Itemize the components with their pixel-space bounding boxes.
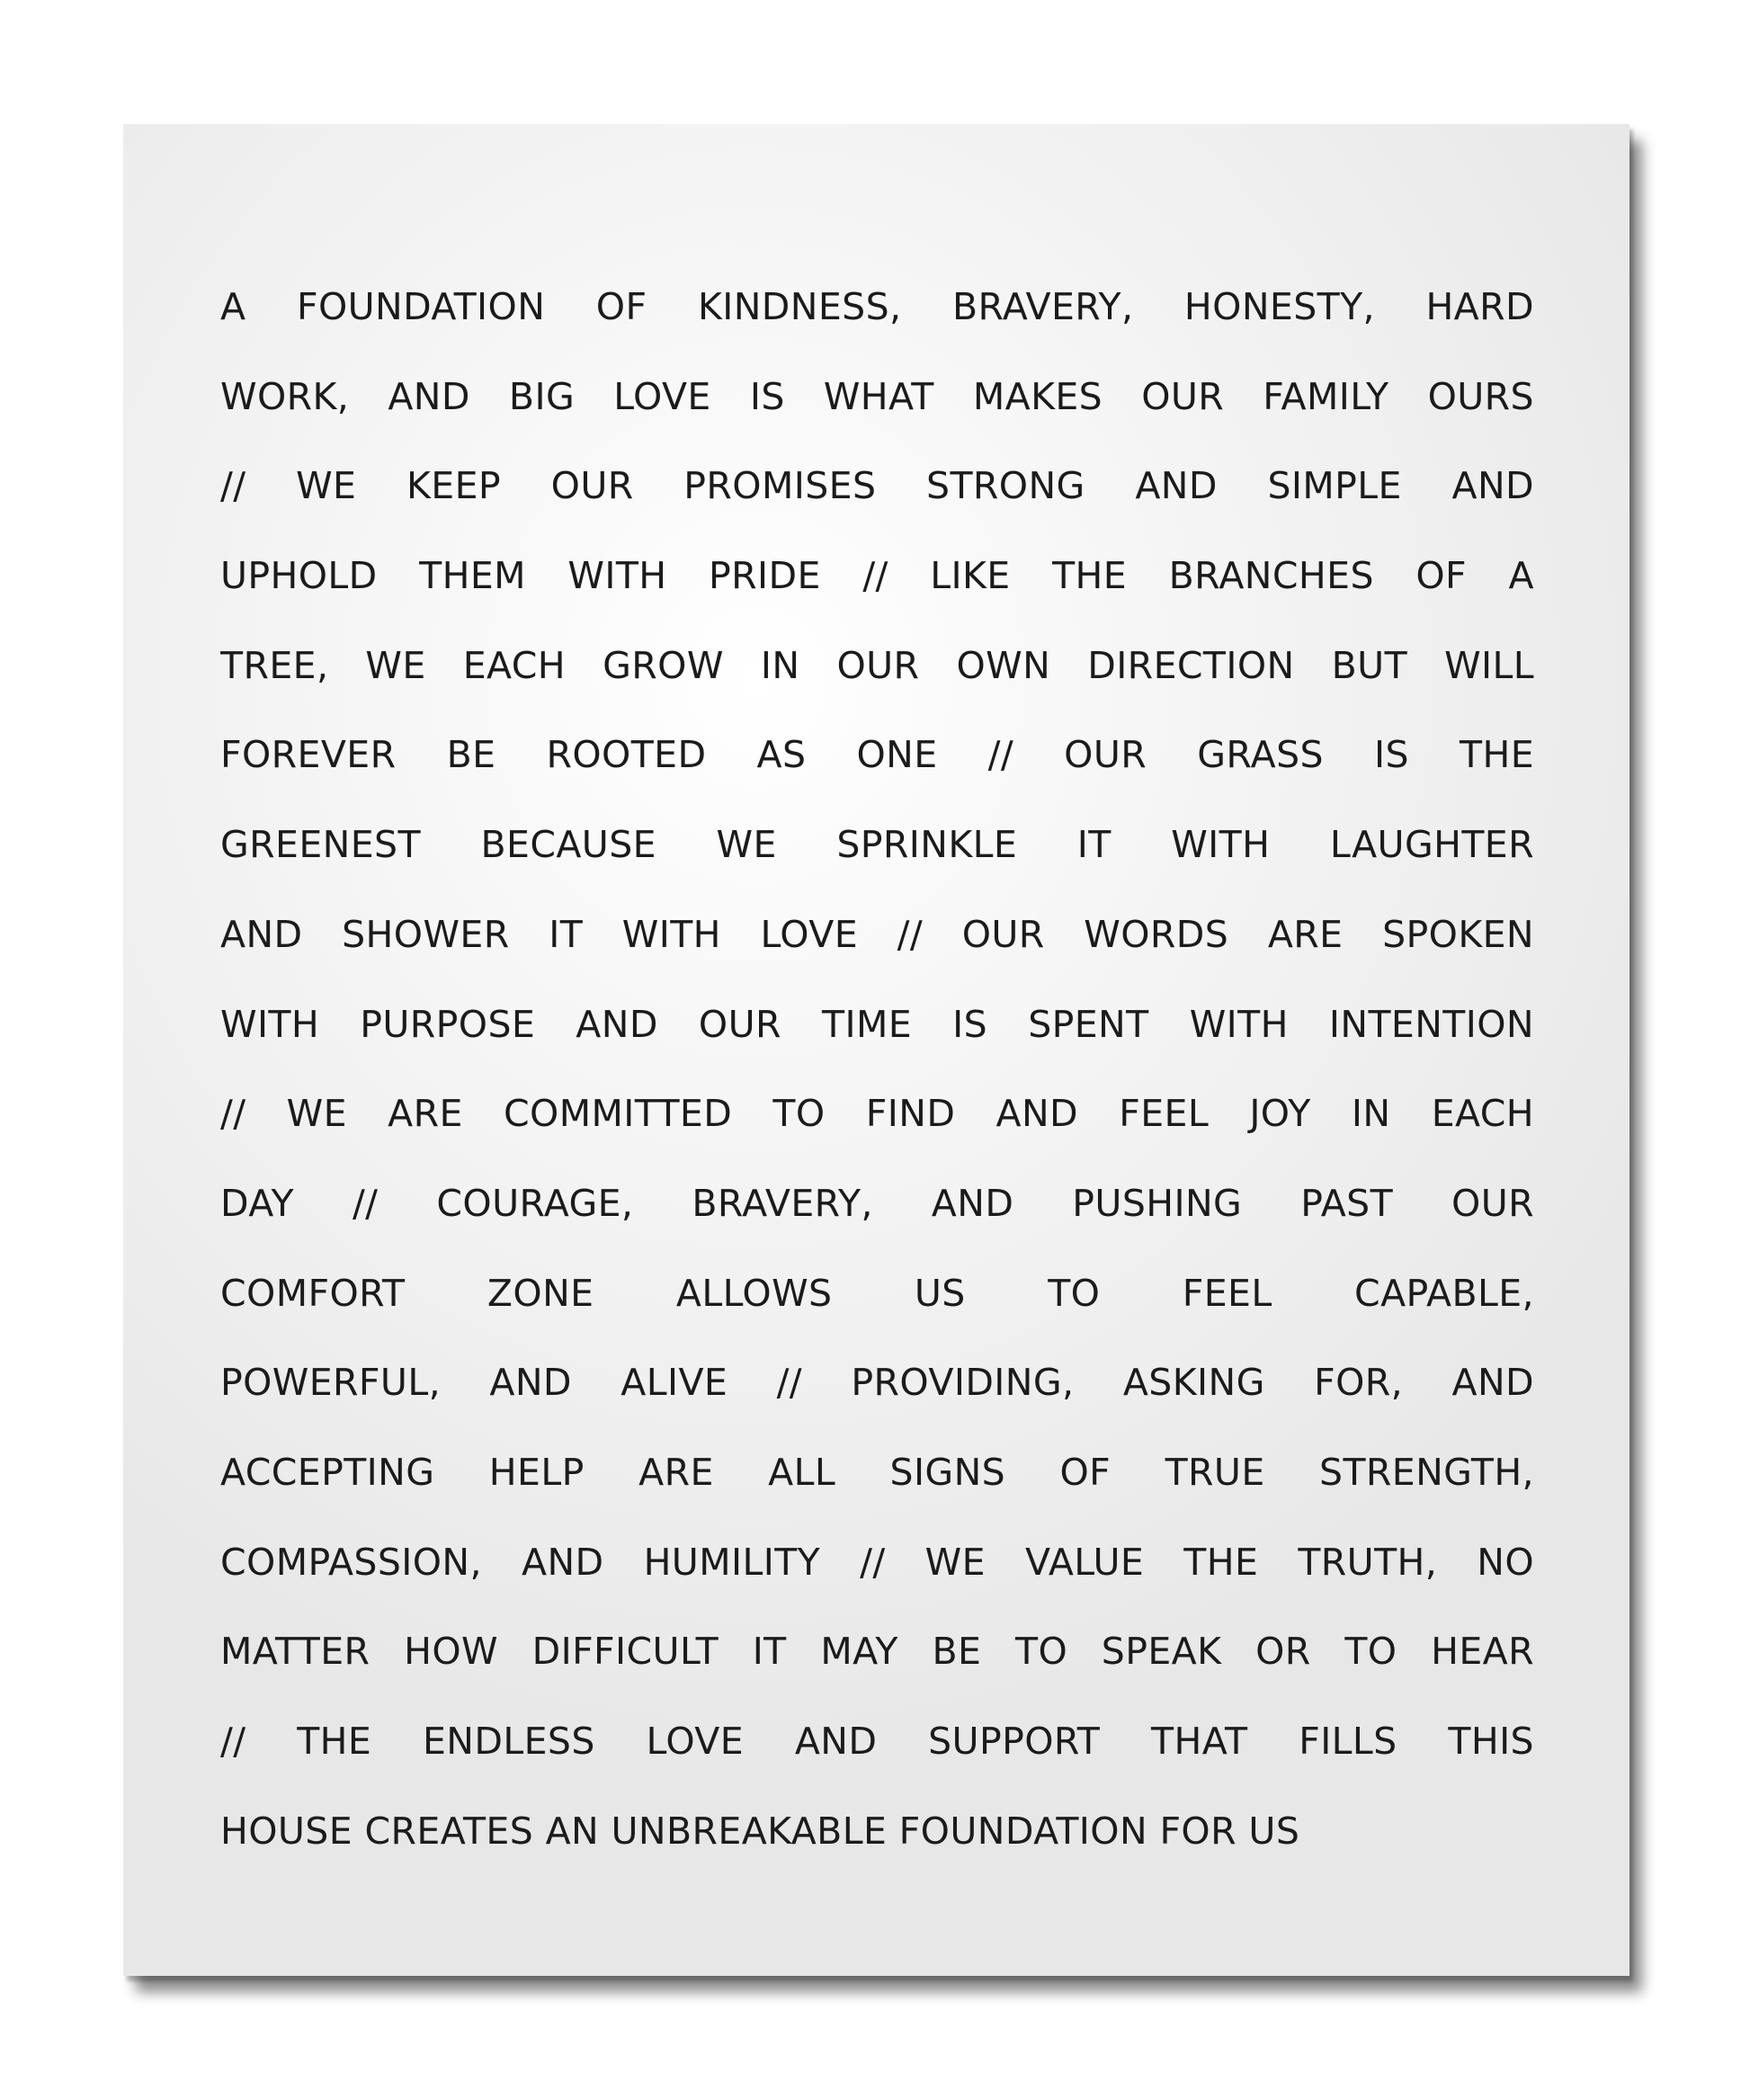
manifesto-line: // THE ENDLESS LOVE AND SUPPORT THAT FILLS THIS bbox=[220, 1720, 1534, 1763]
manifesto-line: GREENEST BECAUSE WE SPRINKLE IT WITH LAUGHTER bbox=[220, 823, 1534, 867]
manifesto-line: POWERFUL, AND ALIVE // PROVIDING, ASKING FOR, AND bbox=[220, 1361, 1534, 1405]
manifesto-line: FOREVER BE ROOTED AS ONE // OUR GRASS IS THE bbox=[220, 733, 1534, 777]
manifesto-line: UPHOLD THEM WITH PRIDE // LIKE THE BRANCHES OF A bbox=[220, 554, 1534, 598]
manifesto-line: AND SHOWER IT WITH LOVE // OUR WORDS ARE SPOKEN bbox=[220, 912, 1534, 956]
manifesto-text bbox=[220, 263, 1534, 1876]
manifesto-line: ACCEPTING HELP ARE ALL SIGNS OF TRUE STRENGTH, bbox=[220, 1450, 1534, 1494]
canvas-print bbox=[123, 124, 1629, 1976]
manifesto-line: TREE, WE EACH GROW IN OUR OWN DIRECTION BUT WILL bbox=[220, 643, 1534, 687]
manifesto-line: WORK, AND BIG LOVE IS WHAT MAKES OUR FAMILY OURS bbox=[220, 374, 1534, 418]
manifesto-line: HOUSE CREATES AN UNBREAKABLE FOUNDATION FOR US bbox=[220, 1809, 1300, 1853]
manifesto-line: COMPASSION, AND HUMILITY // WE VALUE THE TRUTH, NO bbox=[220, 1540, 1534, 1584]
manifesto-line: DAY // COURAGE, BRAVERY, AND PUSHING PAST OUR bbox=[220, 1181, 1534, 1225]
manifesto-line: A FOUNDATION OF KINDNESS, BRAVERY, HONESTY, HARD bbox=[220, 285, 1534, 328]
manifesto-line: MATTER HOW DIFFICULT IT MAY BE TO SPEAK OR TO HEAR bbox=[220, 1630, 1534, 1674]
manifesto-line: // WE ARE COMMITTED TO FIND AND FEEL JOY IN EACH bbox=[220, 1092, 1534, 1136]
manifesto-line: WITH PURPOSE AND OUR TIME IS SPENT WITH INTENTION bbox=[220, 1002, 1534, 1046]
manifesto-line: COMFORT ZONE ALLOWS US TO FEEL CAPABLE, bbox=[220, 1271, 1534, 1315]
manifesto-line: // WE KEEP OUR PROMISES STRONG AND SIMPLE AND bbox=[220, 464, 1534, 508]
